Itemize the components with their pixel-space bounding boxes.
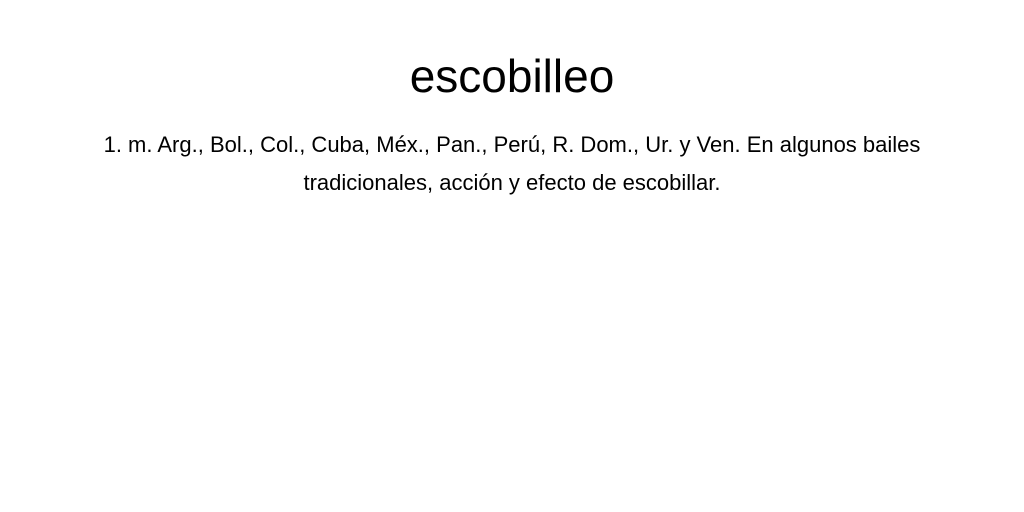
headword-title: escobilleo [409,50,615,102]
definition-text: 1. m. Arg., Bol., Col., Cuba, Méx., Pan., Perú, R. Dom., Ur. y Ven. En algunos bailes tradicionales, acción y efecto de escobillar. [103,132,921,195]
dictionary-entry [0,0,1024,202]
